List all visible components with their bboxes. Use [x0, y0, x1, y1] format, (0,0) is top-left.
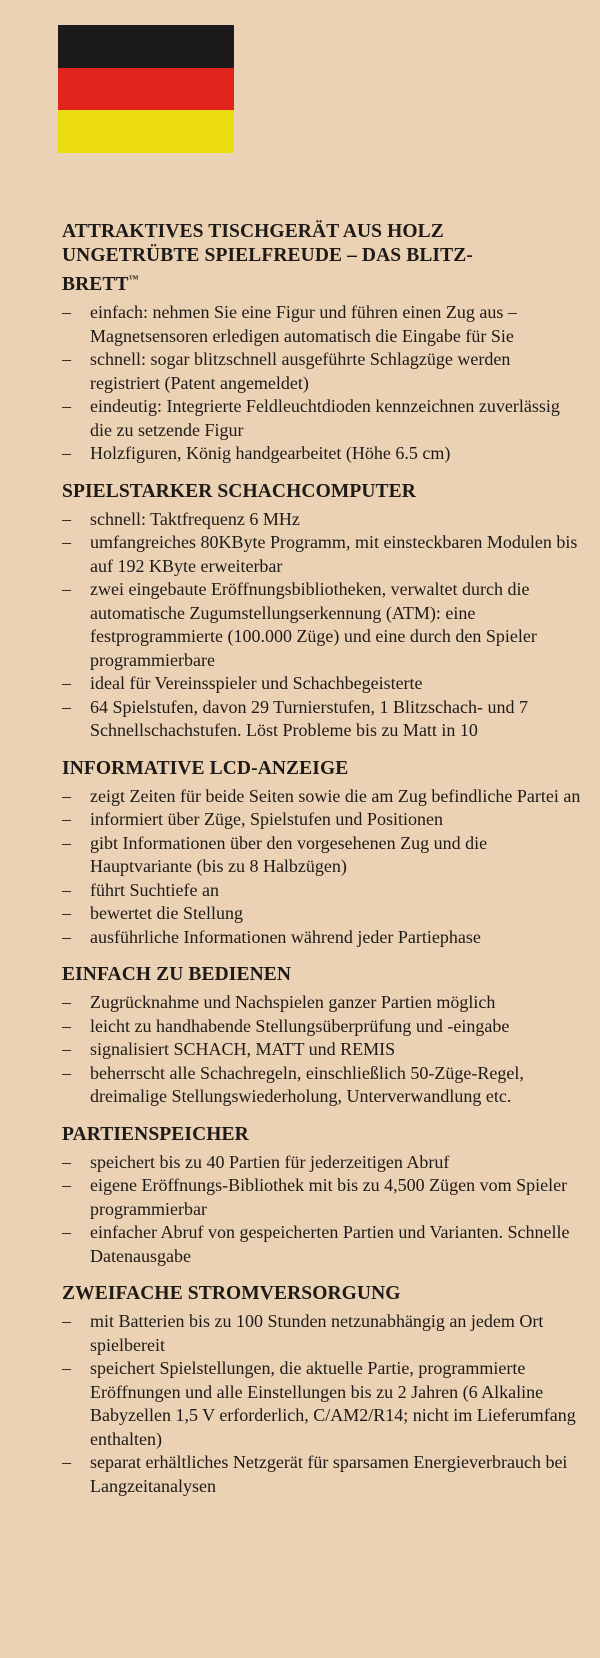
section-heading: SPIELSTARKER SCHACHCOMPUTER [62, 480, 416, 502]
list-item [62, 926, 584, 950]
dash-bullet: – [62, 443, 71, 463]
list-item [62, 785, 584, 809]
heading-line-text: BRETT [62, 274, 129, 295]
dash-bullet: – [62, 1039, 71, 1059]
dash-bullet: – [62, 696, 71, 717]
dash-bullet: – [62, 349, 71, 369]
item-list [62, 508, 584, 743]
item-text: signalisiert SCHACH, MATT und REMIS [90, 1039, 396, 1059]
german-flag [58, 25, 234, 153]
trademark-symbol: ™ [128, 274, 139, 285]
heading-line [62, 268, 584, 297]
section-heading: PARTIENSPEICHER [62, 1123, 249, 1145]
dash-bullet: – [62, 832, 71, 853]
feature-list [62, 220, 584, 1512]
dash-bullet: – [62, 926, 71, 947]
dash-bullet: – [62, 785, 71, 806]
dash-bullet: – [62, 1062, 71, 1083]
flag-band-red [58, 68, 234, 111]
list-item [62, 696, 584, 743]
list-item [62, 1451, 584, 1498]
dash-bullet: – [62, 1175, 71, 1195]
dash-bullet: – [62, 396, 71, 416]
section-heading [62, 220, 584, 297]
dash-bullet: – [62, 903, 71, 923]
list-item [62, 395, 584, 442]
list-item [62, 531, 584, 578]
section-einfach-zu-bedienen [62, 963, 584, 1109]
item-text: 64 Spielstufen, davon 29 Turnierstufen, 1 Blitzschach- und 7 Schnellschachstufen. Löst Probleme bis zu Matt in 10 [90, 696, 528, 740]
list-item [62, 1174, 584, 1221]
dash-bullet: – [62, 532, 71, 552]
section-heading: INFORMATIVE LCD-ANZEIGE [62, 757, 349, 779]
dash-bullet: – [62, 879, 71, 900]
dash-bullet: – [62, 809, 71, 829]
section-heading: ZWEIFACHE STROMVERSORGUNG [62, 1283, 401, 1304]
item-text: schnell: Taktfrequenz 6 MHz [90, 508, 300, 529]
item-text: bewertet die Stellung [90, 903, 243, 923]
item-text: Zugrücknahme und Nachspielen ganzer Partien möglich [90, 992, 496, 1012]
item-text: eigene Eröffnungs-Bibliothek mit bis zu 4,500 Zügen vom Spieler programmierbar [90, 1175, 568, 1219]
dash-bullet: – [62, 579, 71, 599]
list-item [62, 1062, 584, 1109]
item-list [62, 1310, 584, 1498]
dash-bullet: – [62, 1015, 71, 1036]
list-item [62, 578, 584, 672]
dash-bullet: – [62, 1358, 71, 1378]
list-item [62, 301, 584, 348]
item-text: separat erhältliches Netzgerät für sparsamen Energieverbrauch bei Langzeitanalysen [90, 1452, 568, 1496]
item-text: gibt Informationen über den vorgesehenen Zug und die Hauptvariante (bis zu 8 Halbzügen) [90, 832, 488, 876]
list-item [62, 879, 584, 903]
list-item [62, 672, 584, 696]
section-informative-lcd-anzeige [62, 757, 584, 950]
list-item [62, 991, 584, 1015]
item-text: informiert über Züge, Spielstufen und Positionen [90, 809, 443, 829]
item-list [62, 785, 584, 950]
list-item [62, 808, 584, 832]
list-item [62, 1151, 584, 1175]
item-text: ausführliche Informationen während jeder Partiephase [90, 926, 481, 947]
dash-bullet: – [62, 992, 71, 1012]
list-item [62, 1310, 584, 1357]
list-item [62, 1038, 584, 1062]
list-item [62, 348, 584, 395]
dash-bullet: – [62, 302, 71, 322]
item-text: speichert bis zu 40 Partien für jederzeitigen Abruf [90, 1151, 450, 1172]
item-text: leicht zu handhabende Stellungsüberprüfung und -eingabe [90, 1015, 510, 1036]
item-text: umfangreiches 80KByte Programm, mit einsteckbaren Modulen bis auf 192 KByte erweiterbar [90, 532, 578, 576]
list-item [62, 508, 584, 532]
list-item [62, 902, 584, 926]
item-text: speichert Spielstellungen, die aktuelle Partie, programmierte Eröffnungen und alle Einstellungen bis zu 2 Jahren (6 Alkaline Babyzellen 1,5 V erforderlich, C/AM2/R14; nicht im Lieferumfang enthalten) [90, 1358, 576, 1449]
flag-band-black [58, 25, 234, 68]
item-list [62, 301, 584, 466]
item-text: führt Suchtiefe an [90, 879, 219, 900]
item-text: zeigt Zeiten für beide Seiten sowie die am Zug befindliche Partei an [90, 785, 581, 806]
section-attraktives-tischgeraet [62, 220, 584, 466]
item-text: eindeutig: Integrierte Feldleuchtdioden kennzeichnen zuverlässig die zu setzende Figur [90, 396, 560, 440]
list-item [62, 442, 584, 466]
item-text: Holzfiguren, König handgearbeitet (Höhe 6.5 cm) [90, 443, 451, 463]
item-text: einfacher Abruf von gespeicherten Partien und Varianten. Schnelle Datenausgabe [90, 1222, 570, 1266]
dash-bullet: – [62, 1311, 71, 1331]
list-item [62, 1221, 584, 1268]
item-text: beherrscht alle Schachregeln, einschließlich 50-Züge-Regel, dreimalige Stellungswiederholung, Unterverwandlung etc. [90, 1062, 524, 1106]
dash-bullet: – [62, 508, 71, 529]
item-list [62, 1151, 584, 1269]
heading-line: ATTRAKTIVES TISCHGERÄT AUS HOLZ [62, 221, 444, 242]
flag-band-gold [58, 110, 234, 153]
section-spielstarker-schachcomputer [62, 480, 584, 743]
dash-bullet: – [62, 1222, 71, 1242]
dash-bullet: – [62, 1452, 71, 1472]
item-text: zwei eingebaute Eröffnungsbibliotheken, verwaltet durch die automatische Zugumstellungserkennung (ATM): eine festprogrammierte (100.000 Züge) und eine durch den Spieler programmierbare [90, 579, 537, 670]
section-zweifache-stromversorgung [62, 1282, 584, 1498]
dash-bullet: – [62, 1151, 71, 1172]
item-text: schnell: sogar blitzschnell ausgeführte Schlagzüge werden registriert (Patent angemeldet) [90, 349, 511, 393]
item-text: einfach: nehmen Sie eine Figur und führen einen Zug aus – Magnetsensoren erledigen automatisch die Eingabe für Sie [90, 302, 517, 346]
item-text: mit Batterien bis zu 100 Stunden netzunabhängig an jedem Ort spielbereit [90, 1311, 544, 1355]
list-item [62, 1015, 584, 1039]
list-item [62, 832, 584, 879]
dash-bullet: – [62, 673, 71, 693]
section-heading: EINFACH ZU BEDIENEN [62, 964, 292, 985]
list-item [62, 1357, 584, 1451]
heading-line: UNGETRÜBTE SPIELFREUDE – DAS BLITZ- [62, 245, 473, 266]
item-list [62, 991, 584, 1109]
item-text: ideal für Vereinsspieler und Schachbegeisterte [90, 673, 423, 693]
section-partienspeicher [62, 1123, 584, 1269]
